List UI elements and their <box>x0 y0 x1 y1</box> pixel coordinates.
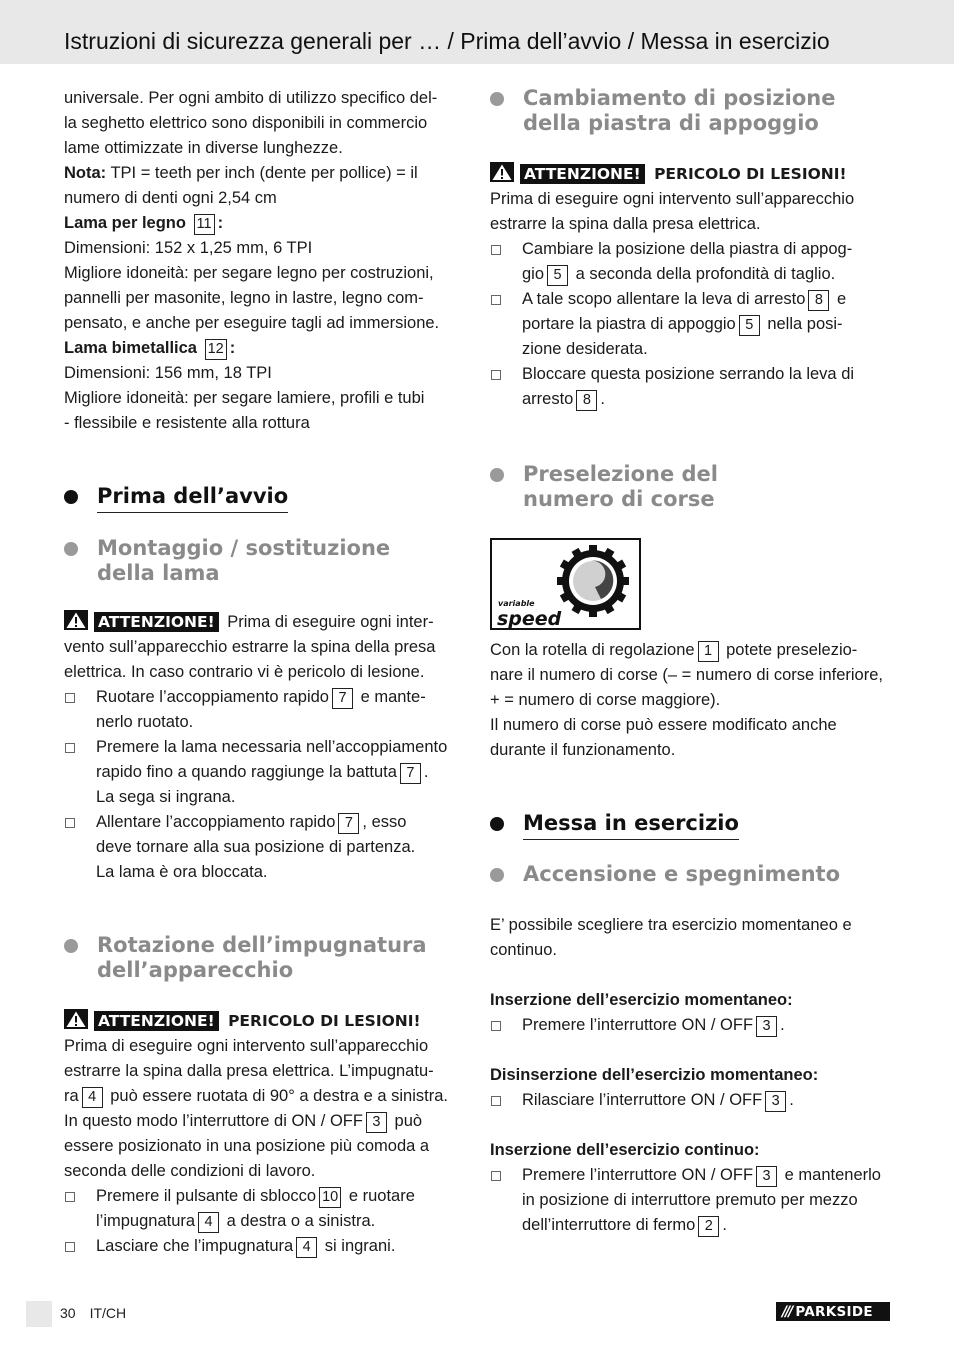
warning-badge: ATTENZIONE! <box>94 1011 219 1031</box>
momentary-on-heading: Inserzione dell’esercizio momentaneo: <box>490 991 793 1009</box>
text-line: lame ottimizzate in diverse lunghezze. <box>64 139 343 157</box>
section-base-plate: Cambiamento di posizione della piastra di appoggio <box>490 86 892 136</box>
part-number: 5 <box>739 315 760 336</box>
part-number: 3 <box>765 1091 786 1112</box>
brand-name: PARKSIDE <box>795 1303 873 1320</box>
text-line: universale. Per ogni ambito di utilizzo specifico del- <box>64 89 438 107</box>
continuous-on-heading: Inserzione dell’esercizio continuo: <box>490 1141 760 1159</box>
list-item: Rilasciare l’interruttore ON / OFF 3 . <box>490 1088 892 1113</box>
checkbox-bullet-icon <box>491 295 501 305</box>
checkbox-bullet-icon <box>65 1192 75 1202</box>
warning-triangle-icon <box>64 610 88 630</box>
bimetal-blade-dims: Dimensioni: 156 mm, 18 TPI <box>64 364 272 382</box>
wood-blade-dims: Dimensioni: 152 x 1,25 mm, 6 TPI <box>64 239 313 257</box>
bullet-dot-icon <box>490 92 504 106</box>
warning-badge: ATTENZIONE! <box>94 612 219 632</box>
list-item: Bloccare questa posizione serrando la leva di arresto 8 . <box>490 362 892 412</box>
text-line: - flessibile e resistente alla rottura <box>64 414 310 432</box>
momentary-on-list <box>490 1013 892 1038</box>
part-number: 2 <box>698 1216 719 1237</box>
danger-label: PERICOLO DI LESIONI! <box>222 1012 421 1030</box>
section-blade-change: Montaggio / sostituzione della lama <box>64 536 464 586</box>
plate-steps-list <box>490 237 892 412</box>
bullet-dot-icon <box>64 490 78 504</box>
blade-warning: ATTENZIONE! Prima di eseguire ogni inter- vento sull’apparecchio estrarre la spina della presa elettrica. In caso contrario vi è pericolo di lesione. <box>64 610 464 685</box>
text-line: Migliore idoneità: per segare legno per costruzioni, <box>64 264 434 282</box>
list-item: Premere l’interruttore ON / OFF 3 e mantenerlo in posizione di interruttore premuto per mezzo dell’interruttore di fermo 2 . <box>490 1163 892 1238</box>
parkside-logo <box>776 1302 890 1321</box>
list-item: Premere la lama necessaria nell’accoppiamento rapido fino a quando raggiunge la battuta 7 . La sega si ingrana. <box>64 735 464 810</box>
page-marker <box>26 1301 52 1327</box>
checkbox-bullet-icon <box>65 818 75 828</box>
bullet-dot-icon <box>490 817 504 831</box>
checkbox-bullet-icon <box>491 370 501 380</box>
part-number: 3 <box>366 1112 387 1133</box>
handle-steps-list <box>64 1184 464 1259</box>
page-header <box>0 0 954 64</box>
part-number: 11 <box>194 214 215 235</box>
section-handle-rotation: Rotazione dell’impugnatura dell’apparecchio <box>64 933 464 983</box>
onoff-intro: E’ possibile scegliere tra esercizio momentaneo e continuo. <box>490 916 852 959</box>
page-title: Istruzioni di sicurezza generali per … / Prima dell’avvio / Messa in esercizio <box>64 28 830 54</box>
variable-speed-dial-image <box>490 538 641 630</box>
list-item: Lasciare che l’impugnatura 4 si ingrani. <box>64 1234 464 1259</box>
continuous-on-list <box>490 1163 892 1238</box>
part-number: 4 <box>296 1237 317 1258</box>
list-item: Allentare l’accoppiamento rapido 7 , esso deve tornare alla sua posizione di partenza. La lama è ora bloccata. <box>64 810 464 885</box>
part-number: 3 <box>756 1166 777 1187</box>
checkbox-bullet-icon <box>491 1021 501 1031</box>
handle-warning: ATTENZIONE! PERICOLO DI LESIONI! Prima di eseguire ogni intervento sull’apparecchio estrarre la spina dalla presa elettrica. L’impugnatu- ra 4 può essere ruotata di 90° a destra e a sinistra. In questo modo l’interruttore di ON / OFF 3 può essere posizionato in una posizione più comoda a seconda delle condizioni di lavoro. <box>64 1009 464 1184</box>
checkbox-bullet-icon <box>65 693 75 703</box>
variable-label: variable <box>498 599 535 608</box>
section-before-start: Prima dell’avvio <box>64 484 464 513</box>
note-label: Nota: <box>64 164 107 182</box>
momentary-off-block <box>490 1063 892 1113</box>
danger-label: PERICOLO DI LESIONI! <box>648 165 847 183</box>
warning-triangle-icon <box>64 1009 88 1029</box>
part-number: 7 <box>338 813 359 834</box>
speed-label: speed <box>497 608 562 628</box>
part-number: 10 <box>319 1187 341 1208</box>
checkbox-bullet-icon <box>491 1171 501 1181</box>
right-column <box>490 86 892 1238</box>
momentary-off-heading: Disinserzione dell’esercizio momentaneo: <box>490 1066 819 1084</box>
speed-dial-icon <box>492 540 639 628</box>
checkbox-bullet-icon <box>491 245 501 255</box>
section-operation: Messa in esercizio <box>490 811 892 840</box>
section-stroke-preselection: Preselezione del numero di corse <box>490 462 892 512</box>
list-item: Ruotare l’accoppiamento rapido 7 e mante- nerlo ruotato. <box>64 685 464 735</box>
speed-paragraph: Con la rotella di regolazione 1 potete preselezio- nare il numero di corse (– = numero di corse inferiore, + = numero di corse maggiore). Il numero di corse può essere modificato anche durante il funzionamento. <box>490 641 883 759</box>
footer-info <box>60 1305 126 1321</box>
list-item: A tale scopo allentare la leva di arresto 8 e portare la piastra di appoggio 5 nella posi- zione desiderata. <box>490 287 892 362</box>
text-line: Migliore idoneità: per segare lamiere, profili e tubi <box>64 389 425 407</box>
list-item: Premere il pulsante di sblocco 10 e ruotare l’impugnatura 4 a destra o a sinistra. <box>64 1184 464 1234</box>
part-number: 12 <box>205 339 227 360</box>
part-number: 7 <box>400 763 421 784</box>
part-number: 8 <box>808 290 829 311</box>
brand-slashes: /// <box>782 1303 792 1320</box>
text-line: la seghetto elettrico sono disponibili in commercio <box>64 114 428 132</box>
continuous-on-block <box>490 1138 892 1238</box>
text-line: pensato, e anche per eseguire tagli ad immersione. <box>64 314 440 332</box>
checkbox-bullet-icon <box>491 1096 501 1106</box>
text-line: numero di denti ogni 2,54 cm <box>64 189 277 207</box>
bimetal-blade-label: Lama bimetallica 12 : <box>64 336 464 361</box>
warning-badge: ATTENZIONE! <box>520 164 645 184</box>
momentary-on-block <box>490 988 892 1038</box>
checkbox-bullet-icon <box>65 743 75 753</box>
page-number: 30 <box>60 1305 76 1321</box>
part-number: 3 <box>756 1016 777 1037</box>
text-line: pannelli per masonite, legno in lastre, legno com- <box>64 289 424 307</box>
part-number: 7 <box>332 688 353 709</box>
blade-steps-list <box>64 685 464 885</box>
bullet-dot-icon <box>64 939 78 953</box>
list-item: Premere l’interruttore ON / OFF 3 . <box>490 1013 892 1038</box>
part-number: 8 <box>576 390 597 411</box>
warning-triangle-icon <box>490 162 514 182</box>
locale-label: IT/CH <box>89 1305 127 1321</box>
list-item: Cambiare la posizione della piastra di appog- gio 5 a seconda della profondità di taglio. <box>490 237 892 287</box>
bullet-dot-icon <box>490 868 504 882</box>
left-column <box>64 86 464 1259</box>
checkbox-bullet-icon <box>65 1242 75 1252</box>
plate-warning: ATTENZIONE! PERICOLO DI LESIONI! Prima di eseguire ogni intervento sull’apparecchio estrarre la spina dalla presa elettrica. <box>490 162 892 237</box>
bullet-dot-icon <box>490 468 504 482</box>
bullet-dot-icon <box>64 542 78 556</box>
part-number: 1 <box>698 641 719 662</box>
section-on-off: Accensione e spegnimento <box>490 862 892 887</box>
part-number: 4 <box>82 1087 103 1108</box>
wood-blade-label: Lama per legno 11 : <box>64 211 464 236</box>
momentary-off-list <box>490 1088 892 1113</box>
note-line: Nota: TPI = teeth per inch (dente per pollice) = il <box>64 164 418 182</box>
part-number: 4 <box>198 1212 219 1233</box>
intro-paragraph <box>64 86 464 436</box>
part-number: 5 <box>547 265 568 286</box>
